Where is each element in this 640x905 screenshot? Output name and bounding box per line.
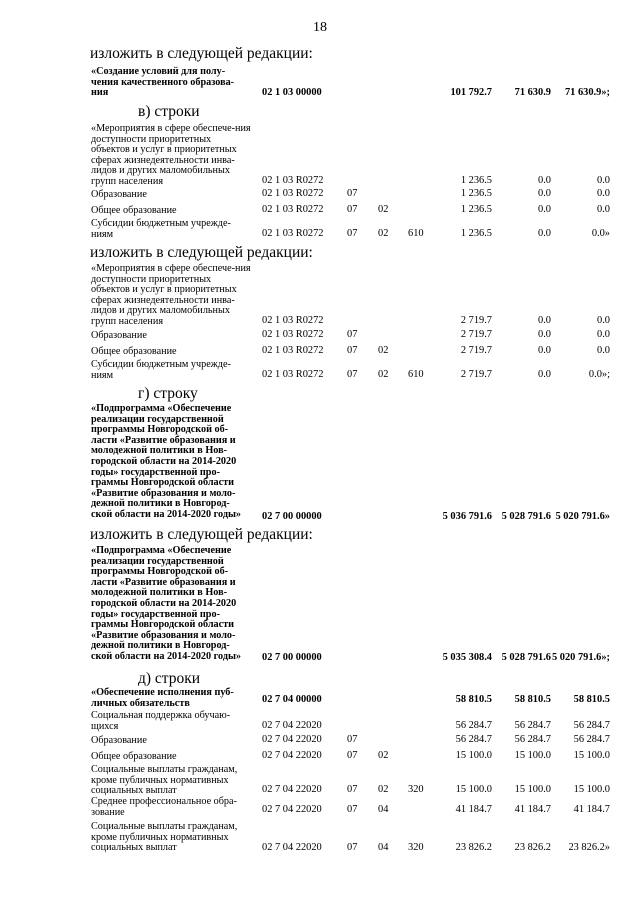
row-value-1: 2 719.7 bbox=[460, 315, 492, 326]
row-value-2: 15 100.0 bbox=[514, 750, 551, 761]
row-name: Субсидии бюджетным учрежде-ниям bbox=[91, 218, 231, 240]
row-name: Общее образование bbox=[91, 751, 177, 762]
row-pr: 02 bbox=[378, 228, 389, 239]
row-code: 02 7 04 22020 bbox=[262, 842, 322, 853]
row-value-2: 5 028 791.6 bbox=[501, 652, 551, 663]
row-name: «Подпрограмма «Обеспечение реализации государственной программы Новгородской об-ласти «Развитие образования и молодежной политики в Нов-городской области на 2014-2020 годы» государственной про-граммы Новгородской области «Развитие образования и моло-дежной политики в Новгород-ской области на 2014-2020 годы» bbox=[91, 403, 242, 520]
row-value-3: 5 020 791.6» bbox=[555, 511, 610, 522]
row-value-1: 58 810.5 bbox=[455, 694, 492, 705]
row-rz: 07 bbox=[347, 842, 358, 853]
row-value-1: 1 236.5 bbox=[460, 204, 492, 215]
row-value-1: 5 036 791.6 bbox=[442, 511, 492, 522]
row-value-2: 5 028 791.6 bbox=[501, 511, 551, 522]
row-code: 02 1 03 R0272 bbox=[262, 204, 324, 215]
row-value-2: 58 810.5 bbox=[514, 694, 551, 705]
row-code: 02 1 03 R0272 bbox=[262, 228, 324, 239]
row-code: 02 7 00 00000 bbox=[262, 511, 322, 522]
row-pr: 04 bbox=[378, 842, 389, 853]
row-name: Субсидии бюджетным учрежде-ниям bbox=[91, 359, 231, 381]
row-vr: 320 bbox=[408, 784, 424, 795]
row-value-1: 5 035 308.4 bbox=[442, 652, 492, 663]
row-code: 02 7 00 00000 bbox=[262, 652, 322, 663]
row-name: «Мероприятия в сфере обеспече-ния доступности приоритетных объектов и услуг в приоритетных сферах жизнедеятельности инва-лидов и других маломобильных групп населения bbox=[91, 123, 251, 187]
row-rz: 07 bbox=[347, 204, 358, 215]
row-value-3: 0.0 bbox=[597, 175, 610, 186]
row-code: 02 7 04 22020 bbox=[262, 784, 322, 795]
row-value-3: 0.0 bbox=[597, 188, 610, 199]
row-value-1: 1 236.5 bbox=[460, 188, 492, 199]
row-value-3: 5 020 791.6»; bbox=[551, 652, 610, 663]
row-value-3: 71 630.9»; bbox=[564, 87, 610, 98]
row-code: 02 7 04 22020 bbox=[262, 734, 322, 745]
row-rz: 07 bbox=[347, 784, 358, 795]
row-value-3: 56 284.7 bbox=[573, 734, 610, 745]
row-value-1: 1 236.5 bbox=[460, 175, 492, 186]
row-value-1: 41 184.7 bbox=[455, 804, 492, 815]
row-value-2: 0.0 bbox=[538, 369, 551, 380]
section-heading: изложить в следующей редакции: bbox=[90, 244, 313, 261]
row-pr: 04 bbox=[378, 804, 389, 815]
row-name: Образование bbox=[91, 330, 147, 341]
row-code: 02 1 03 R0272 bbox=[262, 175, 324, 186]
section-heading: д) строки bbox=[138, 670, 201, 687]
row-value-2: 0.0 bbox=[538, 315, 551, 326]
row-value-2: 71 630.9 bbox=[514, 87, 551, 98]
page-number: 18 bbox=[313, 20, 327, 35]
row-name: «Подпрограмма «Обеспечение реализации государственной программы Новгородской об-ласти «Развитие образования и молодежной политики в Нов-городской области на 2014-2020 годы» государственной про-граммы Новгородской области «Развитие образования и моло-дежной политики в Новгород-ской области на 2014-2020 годы» bbox=[91, 545, 242, 662]
row-value-3: 0.0»; bbox=[588, 369, 610, 380]
row-value-2: 0.0 bbox=[538, 204, 551, 215]
row-name: Общее образование bbox=[91, 346, 177, 357]
row-code: 02 1 03 R0272 bbox=[262, 315, 324, 326]
row-pr: 02 bbox=[378, 784, 389, 795]
row-value-2: 0.0 bbox=[538, 175, 551, 186]
row-pr: 02 bbox=[378, 345, 389, 356]
row-value-2: 41 184.7 bbox=[514, 804, 551, 815]
row-value-3: 15 100.0 bbox=[573, 750, 610, 761]
row-value-3: 0.0 bbox=[597, 315, 610, 326]
row-code: 02 1 03 00000 bbox=[262, 87, 322, 98]
row-code: 02 1 03 R0272 bbox=[262, 345, 324, 356]
row-name: «Обеспечение исполнения пуб-личных обязательств bbox=[91, 687, 234, 709]
row-value-3: 0.0 bbox=[597, 204, 610, 215]
row-rz: 07 bbox=[347, 345, 358, 356]
row-value-1: 15 100.0 bbox=[455, 750, 492, 761]
row-name: Социальные выплаты гражданам, кроме публичных нормативных социальных выплат bbox=[91, 764, 238, 797]
row-vr: 610 bbox=[408, 228, 424, 239]
row-code: 02 7 04 22020 bbox=[262, 720, 322, 731]
row-name: Общее образование bbox=[91, 205, 177, 216]
row-value-2: 15 100.0 bbox=[514, 784, 551, 795]
row-value-2: 23 826.2 bbox=[514, 842, 551, 853]
section-heading: г) строку bbox=[138, 385, 198, 402]
row-value-3: 23 826.2» bbox=[568, 842, 610, 853]
row-vr: 320 bbox=[408, 842, 424, 853]
row-value-1: 23 826.2 bbox=[455, 842, 492, 853]
row-value-3: 0.0 bbox=[597, 345, 610, 356]
row-code: 02 7 04 00000 bbox=[262, 694, 322, 705]
row-pr: 02 bbox=[378, 369, 389, 380]
row-vr: 610 bbox=[408, 369, 424, 380]
row-code: 02 1 03 R0272 bbox=[262, 188, 324, 199]
row-value-1: 15 100.0 bbox=[455, 784, 492, 795]
row-rz: 07 bbox=[347, 734, 358, 745]
row-value-1: 1 236.5 bbox=[460, 228, 492, 239]
row-name: «Мероприятия в сфере обеспече-ния доступности приоритетных объектов и услуг в приоритетных сферах жизнедеятельности инва-лидов и других маломобильных групп населения bbox=[91, 263, 251, 327]
row-rz: 07 bbox=[347, 750, 358, 761]
row-name: «Создание условий для полу-чения качественного образова-ния bbox=[91, 66, 235, 99]
section-heading: изложить в следующей редакции: bbox=[90, 526, 313, 543]
section-heading: изложить в следующей редакции: bbox=[90, 45, 313, 62]
row-name: Образование bbox=[91, 735, 147, 746]
row-rz: 07 bbox=[347, 369, 358, 380]
row-value-1: 101 792.7 bbox=[450, 87, 492, 98]
row-code: 02 7 04 22020 bbox=[262, 750, 322, 761]
row-rz: 07 bbox=[347, 188, 358, 199]
row-value-2: 0.0 bbox=[538, 329, 551, 340]
row-value-1: 56 284.7 bbox=[455, 720, 492, 731]
row-value-1: 2 719.7 bbox=[460, 329, 492, 340]
row-pr: 02 bbox=[378, 204, 389, 215]
row-value-2: 0.0 bbox=[538, 228, 551, 239]
row-rz: 07 bbox=[347, 228, 358, 239]
row-name: Социальные выплаты гражданам, кроме публичных нормативных социальных выплат bbox=[91, 821, 238, 854]
row-value-3: 56 284.7 bbox=[573, 720, 610, 731]
section-heading: в) строки bbox=[138, 103, 200, 120]
row-code: 02 7 04 22020 bbox=[262, 804, 322, 815]
row-value-1: 56 284.7 bbox=[455, 734, 492, 745]
row-rz: 07 bbox=[347, 804, 358, 815]
row-rz: 07 bbox=[347, 329, 358, 340]
row-value-3: 15 100.0 bbox=[573, 784, 610, 795]
row-value-2: 0.0 bbox=[538, 345, 551, 356]
row-value-3: 58 810.5 bbox=[573, 694, 610, 705]
row-value-3: 41 184.7 bbox=[573, 804, 610, 815]
row-name: Социальная поддержка обучаю-щихся bbox=[91, 710, 231, 732]
row-value-1: 2 719.7 bbox=[460, 345, 492, 356]
row-name: Среднее профессиональное обра-зование bbox=[91, 796, 237, 818]
row-code: 02 1 03 R0272 bbox=[262, 369, 324, 380]
row-value-3: 0.0 bbox=[597, 329, 610, 340]
row-value-2: 56 284.7 bbox=[514, 720, 551, 731]
row-value-2: 56 284.7 bbox=[514, 734, 551, 745]
row-value-2: 0.0 bbox=[538, 188, 551, 199]
row-name: Образование bbox=[91, 189, 147, 200]
row-code: 02 1 03 R0272 bbox=[262, 329, 324, 340]
row-value-3: 0.0» bbox=[591, 228, 610, 239]
row-pr: 02 bbox=[378, 750, 389, 761]
row-value-1: 2 719.7 bbox=[460, 369, 492, 380]
